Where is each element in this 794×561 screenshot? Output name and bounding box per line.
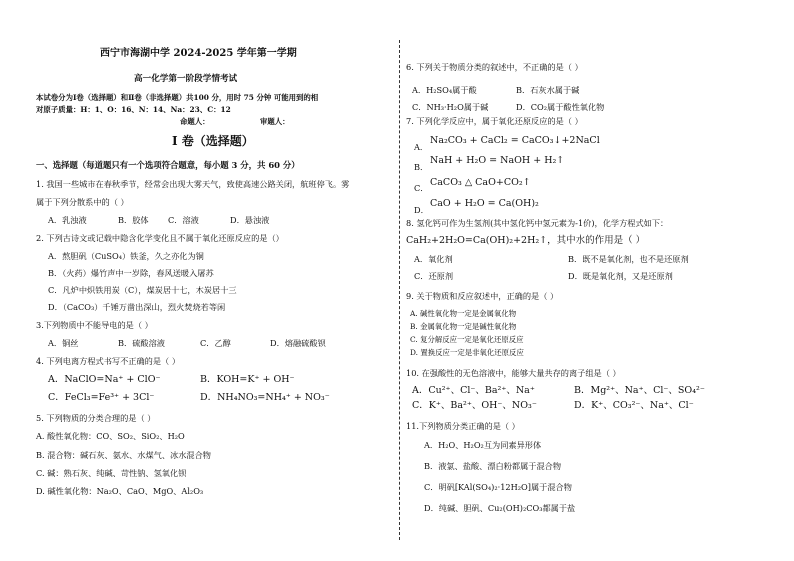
q7-option-c[interactable]: CaCO₃ △ CaO+CO₂↑ bbox=[430, 177, 531, 188]
q8-option-a[interactable]: A．氧化剂 bbox=[414, 254, 453, 264]
q2-option-a[interactable]: A．熬胆矾（CuSO₄）铁釜，久之亦化为铜 bbox=[48, 251, 204, 261]
q4-stem: 4. 下列电离方程式书写不正确的是（ ） bbox=[36, 356, 181, 366]
q2-option-d[interactable]: D．（CaCO₃）千锤万凿出深山，烈火焚烧若等闲 bbox=[48, 302, 226, 312]
q3-option-d[interactable]: D．熔融硫酸钡 bbox=[270, 338, 326, 348]
q5-stem: 5. 下列物质的分类合理的是（ ） bbox=[36, 413, 156, 423]
q1-option-a[interactable]: A．乳浊液 bbox=[48, 215, 87, 225]
part1-title: Ⅰ 卷（选择题） bbox=[172, 134, 254, 148]
q2-option-b[interactable]: B．（火药）爆竹声中一岁除，春风送暖入屠苏 bbox=[48, 268, 214, 278]
q11-option-d[interactable]: D．纯碱、胆矾、Cu₂(OH)₂CO₃都属于盐 bbox=[424, 503, 576, 513]
section1-title: 一、选择题（每道题只有一个选项符合题意，每小题 3 分，共 60 分） bbox=[36, 160, 300, 170]
q9-option-a[interactable]: A. 碱性氧化物一定是金属氧化物 bbox=[410, 309, 517, 318]
q7-label-b: B． bbox=[414, 162, 429, 172]
right-column bbox=[402, 0, 794, 561]
q9-stem: 9. 关于物质和反应叙述中，正确的是（ ） bbox=[406, 291, 559, 301]
q10-option-c[interactable]: C．K⁺、Ba²⁺、OH⁻、NO₃⁻ bbox=[412, 400, 537, 411]
column-divider bbox=[399, 40, 400, 540]
proposer-label: 命题人： bbox=[180, 117, 210, 126]
q7-option-b[interactable]: NaH + H₂O = NaOH + H₂↑ bbox=[430, 155, 565, 166]
q3-stem: 3.下列物质中不能导电的是（ ） bbox=[36, 320, 153, 330]
q4-option-b[interactable]: B．KOH=K⁺ + OH⁻ bbox=[200, 374, 295, 385]
q1-option-d[interactable]: D．悬浊液 bbox=[230, 215, 270, 225]
exam-title: 高一化学第一阶段学情考试 bbox=[134, 74, 238, 84]
q10-option-d[interactable]: D．K⁺、CO₃²⁻、Na⁺、Cl⁻ bbox=[574, 400, 694, 411]
q6-option-a[interactable]: A．H₂SO₄属于酸 bbox=[412, 85, 477, 95]
q2-option-c[interactable]: C．凡炉中炽铁用炭（C），煤炭居十七，木炭居十三 bbox=[48, 285, 237, 295]
q8-option-c[interactable]: C．还原剂 bbox=[414, 271, 454, 281]
q1-stem-line1: 1. 我国一些城市在春秋季节，经常会出现大雾天气，致使高速公路关闭，航班停飞。雾 bbox=[36, 179, 350, 189]
q7-label-a: A． bbox=[414, 142, 429, 152]
exam-info-line2: 对原子质量：H：1、O：16、N：14、Na：23、C：12 bbox=[36, 105, 231, 114]
q1-option-b[interactable]: B．胶体 bbox=[118, 215, 149, 225]
q3-option-c[interactable]: C．乙醇 bbox=[200, 338, 231, 348]
q5-option-b[interactable]: B. 混合物：碱石灰、氨水、水煤气、冰水混合物 bbox=[36, 450, 211, 460]
school-title: 西宁市海湖中学 2024-2025 学年第一学期 bbox=[100, 48, 297, 59]
q7-stem: 7. 下列化学反应中，属于氧化还原反应的是（ ） bbox=[406, 116, 583, 126]
q7-option-d[interactable]: CaO + H₂O = Ca(OH)₂ bbox=[430, 198, 539, 209]
q3-option-b[interactable]: B．硫酸溶液 bbox=[118, 338, 165, 348]
q6-option-b[interactable]: B．石灰水属于碱 bbox=[516, 85, 580, 95]
q6-stem: 6. 下列关于物质分类的叙述中，不正确的是（ ） bbox=[406, 62, 583, 72]
q8-stem-line1: 8. 氢化钙可作为生氢剂(其中氢化钙中氢元素为-1价)，化学方程式如下： bbox=[406, 218, 669, 228]
q11-option-c[interactable]: C．明矾[KAl(SO₄)₂·12H₂O]属于混合物 bbox=[424, 482, 572, 492]
q5-option-c[interactable]: C. 碱：熟石灰、纯碱、苛性钠、氢氧化钡 bbox=[36, 468, 187, 478]
q9-option-b[interactable]: B. 金属氧化物一定是碱性氧化物 bbox=[410, 322, 517, 331]
exam-info-line1: 本试卷分为Ⅰ卷（选择题）和Ⅱ卷（非选择题）共100 分，用时 75 分钟 可能用到的相 bbox=[36, 93, 319, 102]
q7-label-d: D． bbox=[414, 205, 429, 215]
q8-stem-line2: CaH₂+2H₂O=Ca(OH)₂+2H₂↑，其中水的作用是（ ） bbox=[406, 235, 646, 246]
q4-option-d[interactable]: D．NH₄NO₃=NH₄⁺ + NO₃⁻ bbox=[200, 392, 330, 403]
q3-option-a[interactable]: A．铜丝 bbox=[48, 338, 79, 348]
reviewer-label: 审题人： bbox=[260, 117, 290, 126]
q10-option-b[interactable]: B．Mg²⁺、Na⁺、Cl⁻、SO₄²⁻ bbox=[574, 385, 705, 396]
q6-option-d[interactable]: D．CO₂属于酸性氧化物 bbox=[516, 102, 605, 112]
q2-stem: 2. 下列古诗文或记载中隐含化学变化且不属于氧化还原反应的是（） bbox=[36, 233, 284, 243]
q5-option-a[interactable]: A. 酸性氧化物：CO、SO₂、SiO₂、H₂O bbox=[36, 431, 185, 441]
q11-option-b[interactable]: B．液氯、盐酸、漂白粉都属于混合物 bbox=[424, 461, 562, 471]
q10-option-a[interactable]: A．Cu²⁺、Cl⁻、Ba²⁺、Na⁺ bbox=[412, 385, 535, 396]
q4-option-a[interactable]: A．NaClO=Na⁺ + ClO⁻ bbox=[48, 374, 161, 385]
q9-option-d[interactable]: D. 置换反应一定是非氧化还原反应 bbox=[410, 348, 524, 357]
q1-stem-line2: 属于下列分散系中的（ ） bbox=[36, 197, 129, 207]
q4-option-c[interactable]: C．FeCl₃=Fe³⁺ + 3Cl⁻ bbox=[48, 392, 155, 403]
q11-option-a[interactable]: A．H₂O、H₂O₂互为同素异形体 bbox=[424, 440, 542, 450]
q7-label-c: C． bbox=[414, 183, 429, 193]
q7-option-a[interactable]: Na₂CO₃ + CaCl₂ = CaCO₃↓+2NaCl bbox=[430, 135, 600, 146]
q11-stem: 11.下列物质分类正确的是（ ） bbox=[406, 421, 520, 431]
q9-option-c[interactable]: C. 复分解反应一定是氧化还原反应 bbox=[410, 335, 524, 344]
q8-option-d[interactable]: D．既是氧化剂，又是还原剂 bbox=[568, 271, 673, 281]
q10-stem: 10. 在强酸性的无色溶液中，能够大量共存的离子组是（ ） bbox=[406, 368, 621, 378]
q8-option-b[interactable]: B．既不是氧化剂，也不是还原剂 bbox=[568, 254, 689, 264]
q5-option-d[interactable]: D. 碱性氧化物：Na₂O、CaO、MgO、Al₂O₃ bbox=[36, 486, 204, 496]
q1-option-c[interactable]: C．溶液 bbox=[168, 215, 199, 225]
q6-option-c[interactable]: C．NH₃·H₂O属于碱 bbox=[412, 102, 489, 112]
